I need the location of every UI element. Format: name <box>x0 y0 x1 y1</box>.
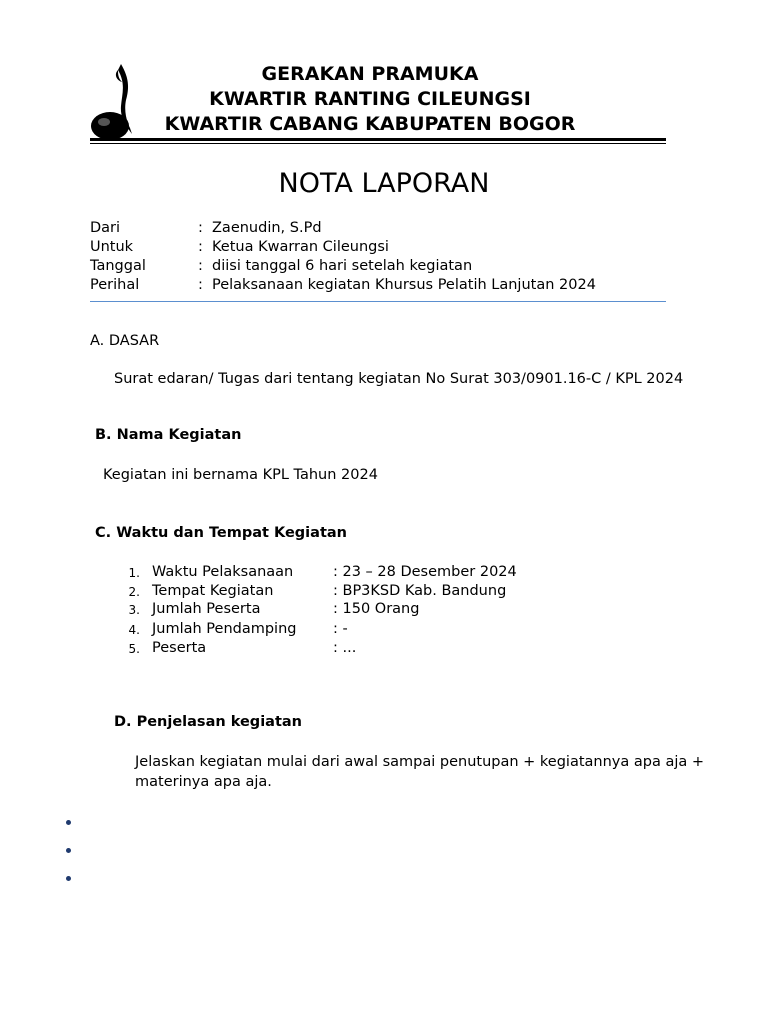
list-item-label: Peserta <box>152 640 207 656</box>
section-a-text: Surat edaran/ Tugas dari tentang kegiatan No Surat 303/0901.16-C / KPL 2024 <box>114 371 684 387</box>
section-c-heading: C. Waktu dan Tempat Kegiatan <box>95 525 347 541</box>
bullet-point <box>66 820 71 825</box>
meta-value: diisi tanggal 6 hari setelah kegiatan <box>212 258 473 274</box>
page-title: NOTA LAPORAN <box>278 168 490 199</box>
list-item-label: Jumlah Peserta <box>152 601 261 617</box>
kwartir-ranting: KWARTIR RANTING CILEUNGSI <box>209 88 531 110</box>
meta-value: Pelaksanaan kegiatan Khursus Pelatih Lanjutan 2024 <box>212 277 596 293</box>
header-rule-thin <box>90 143 666 144</box>
list-item-label: Waktu Pelaksanaan <box>152 564 294 580</box>
meta-key: Untuk <box>90 239 134 255</box>
section-a-heading: A. DASAR <box>90 333 160 349</box>
list-number: 4. <box>128 623 140 637</box>
bullet-point <box>66 848 71 853</box>
section-b-heading: B. Nama Kegiatan <box>95 427 242 443</box>
meta-key: Perihal <box>90 277 140 293</box>
section-d-text-line1: Jelaskan kegiatan mulai dari awal sampai penutupan + kegiatannya apa aja + <box>135 754 705 770</box>
list-number: 3. <box>128 603 140 617</box>
list-item-value: : - <box>333 621 348 637</box>
list-item-value: : 23 – 28 Desember 2024 <box>333 564 517 580</box>
meta-colon: : <box>198 277 203 293</box>
meta-colon: : <box>198 258 203 274</box>
meta-colon: : <box>198 220 203 236</box>
list-item-value: : ... <box>333 640 357 656</box>
list-item-label: Tempat Kegiatan <box>152 583 274 599</box>
section-d-text-line2: materinya apa aja. <box>135 774 272 790</box>
list-item-label: Jumlah Pendamping <box>152 621 297 637</box>
list-item-value: : BP3KSD Kab. Bandung <box>333 583 507 599</box>
list-number: 2. <box>128 585 140 599</box>
meta-value: Ketua Kwarran Cileungsi <box>212 239 389 255</box>
org-name: GERAKAN PRAMUKA <box>261 63 479 85</box>
kwartir-cabang: KWARTIR CABANG KABUPATEN BOGOR <box>164 113 576 135</box>
list-number: 5. <box>128 642 140 656</box>
list-item-value: : 150 Orang <box>333 601 420 617</box>
meta-value: Zaenudin, S.Pd <box>212 220 322 236</box>
header-rule-thick <box>90 138 666 141</box>
meta-colon: : <box>198 239 203 255</box>
bullet-point <box>66 876 71 881</box>
section-d-heading: D. Penjelasan kegiatan <box>114 714 302 730</box>
meta-key: Dari <box>90 220 121 236</box>
meta-key: Tanggal <box>90 258 146 274</box>
section-b-text: Kegiatan ini bernama KPL Tahun 2024 <box>103 467 378 483</box>
meta-divider <box>90 301 666 302</box>
tunas-kelapa-logo-icon <box>88 62 138 142</box>
list-number: 1. <box>128 566 140 580</box>
